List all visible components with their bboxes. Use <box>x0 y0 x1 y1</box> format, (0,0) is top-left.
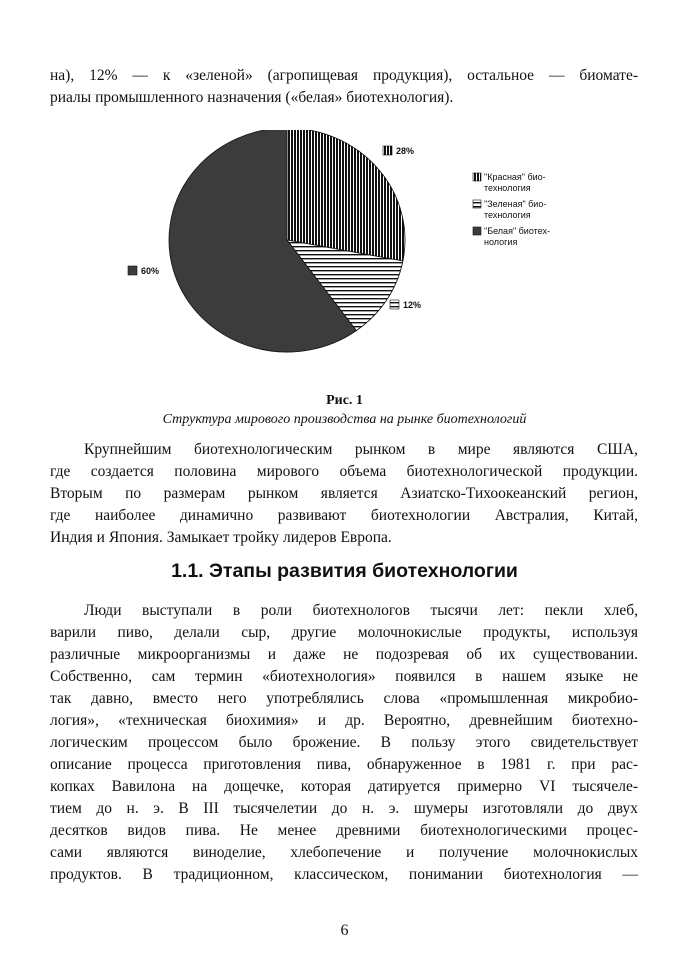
page-number: 6 <box>340 922 349 939</box>
legend-label: "Зеленая" био- <box>484 199 547 209</box>
slice-label-swatch <box>383 146 392 155</box>
chart-legend <box>473 172 550 247</box>
intro-line-1: на), 12% — к «зеленой» (агропищевая продукция), остальное — биомате- <box>50 67 638 84</box>
slice-label-swatch <box>128 266 137 275</box>
paragraph2-line-9: копках Вавилона на дощечке, которая датируется примерно VI тысячеле- <box>50 778 638 795</box>
slice-value-label: 28% <box>396 146 415 156</box>
paragraph2-line-6: логия», «техническая биохимия» и др. Вероятно, древнейшим биотехно- <box>50 712 638 729</box>
slice-label-swatch <box>390 300 399 309</box>
legend-swatch <box>473 173 481 181</box>
pie-slices <box>169 130 405 352</box>
paragraph2-line-1: Люди выступали в роли биотехнологов тысячи лет: пекли хлеб, <box>84 602 638 619</box>
legend-swatch <box>473 200 481 208</box>
paragraph2-line-8: описание процесса приготовления пива, обнаруженное в 1981 г. при рас- <box>50 756 638 773</box>
paragraph1-line-2: где создается половина мирового объема биотехнологической продукции. <box>50 463 638 480</box>
paragraph1-line-4: где наиболее динамично развивают биотехнологии Австралия, Китай, <box>50 507 638 524</box>
paragraph2-line-10: тием до н. э. В III тысячелетии до н. э. шумеры изготовляли до двух <box>50 800 638 817</box>
slice-value-label: 12% <box>403 300 422 310</box>
paragraph2-line-7: логическим процессом было брожение. В пользу этого свидетельствует <box>50 734 638 751</box>
intro-line-2: риалы промышленного назначения («белая» биотехнология). <box>50 89 454 106</box>
paragraph2-line-3: различные микроорганизмы и даже не подозревая об их существовании. <box>50 646 638 663</box>
paragraph2-line-5: так давно, вместо него употреблялись слова «промышленная микробио- <box>50 690 638 707</box>
legend-label: технология <box>484 210 531 220</box>
legend-label: технология <box>484 183 531 193</box>
paragraph1-line-5: Индия и Япония. Замыкает тройку лидеров Европа. <box>50 529 392 546</box>
paragraph2-line-13: продуктов. В традиционном, классическом, понимании биотехнология — <box>50 866 638 883</box>
legend-swatch <box>473 227 481 235</box>
paragraph1-line-3: Вторым по размерам рынком является Азиатско-Тихоокеанский регион, <box>50 485 638 502</box>
pie-chart <box>0 130 689 390</box>
figure-label: Рис. 1 <box>326 393 363 408</box>
paragraph1-line-1: Крупнейшим биотехнологическим рынком в мире являются США, <box>84 441 638 458</box>
section-heading: 1.1. Этапы развития биотехнологии <box>171 560 518 582</box>
paragraph2-line-11: десятков видов пива. Не менее древними биотехнологическими процес- <box>50 822 638 839</box>
paragraph2-line-12: сами являются виноделие, хлебопечение и получение молочнокислых <box>50 844 638 861</box>
paragraph2-line-2: варили пиво, делали сыр, другие молочнокислые продукты, используя <box>50 624 638 641</box>
legend-label: "Белая" биотех- <box>484 226 550 236</box>
slice-value-label: 60% <box>141 266 160 276</box>
figure-caption: Структура мирового производства на рынке биотехнологий <box>162 412 527 427</box>
legend-label: "Красная" био- <box>484 172 546 182</box>
paragraph2-line-4: Собственно, сам термин «биотехнология» появился в нашем языке не <box>50 668 638 685</box>
legend-label: нология <box>484 237 518 247</box>
